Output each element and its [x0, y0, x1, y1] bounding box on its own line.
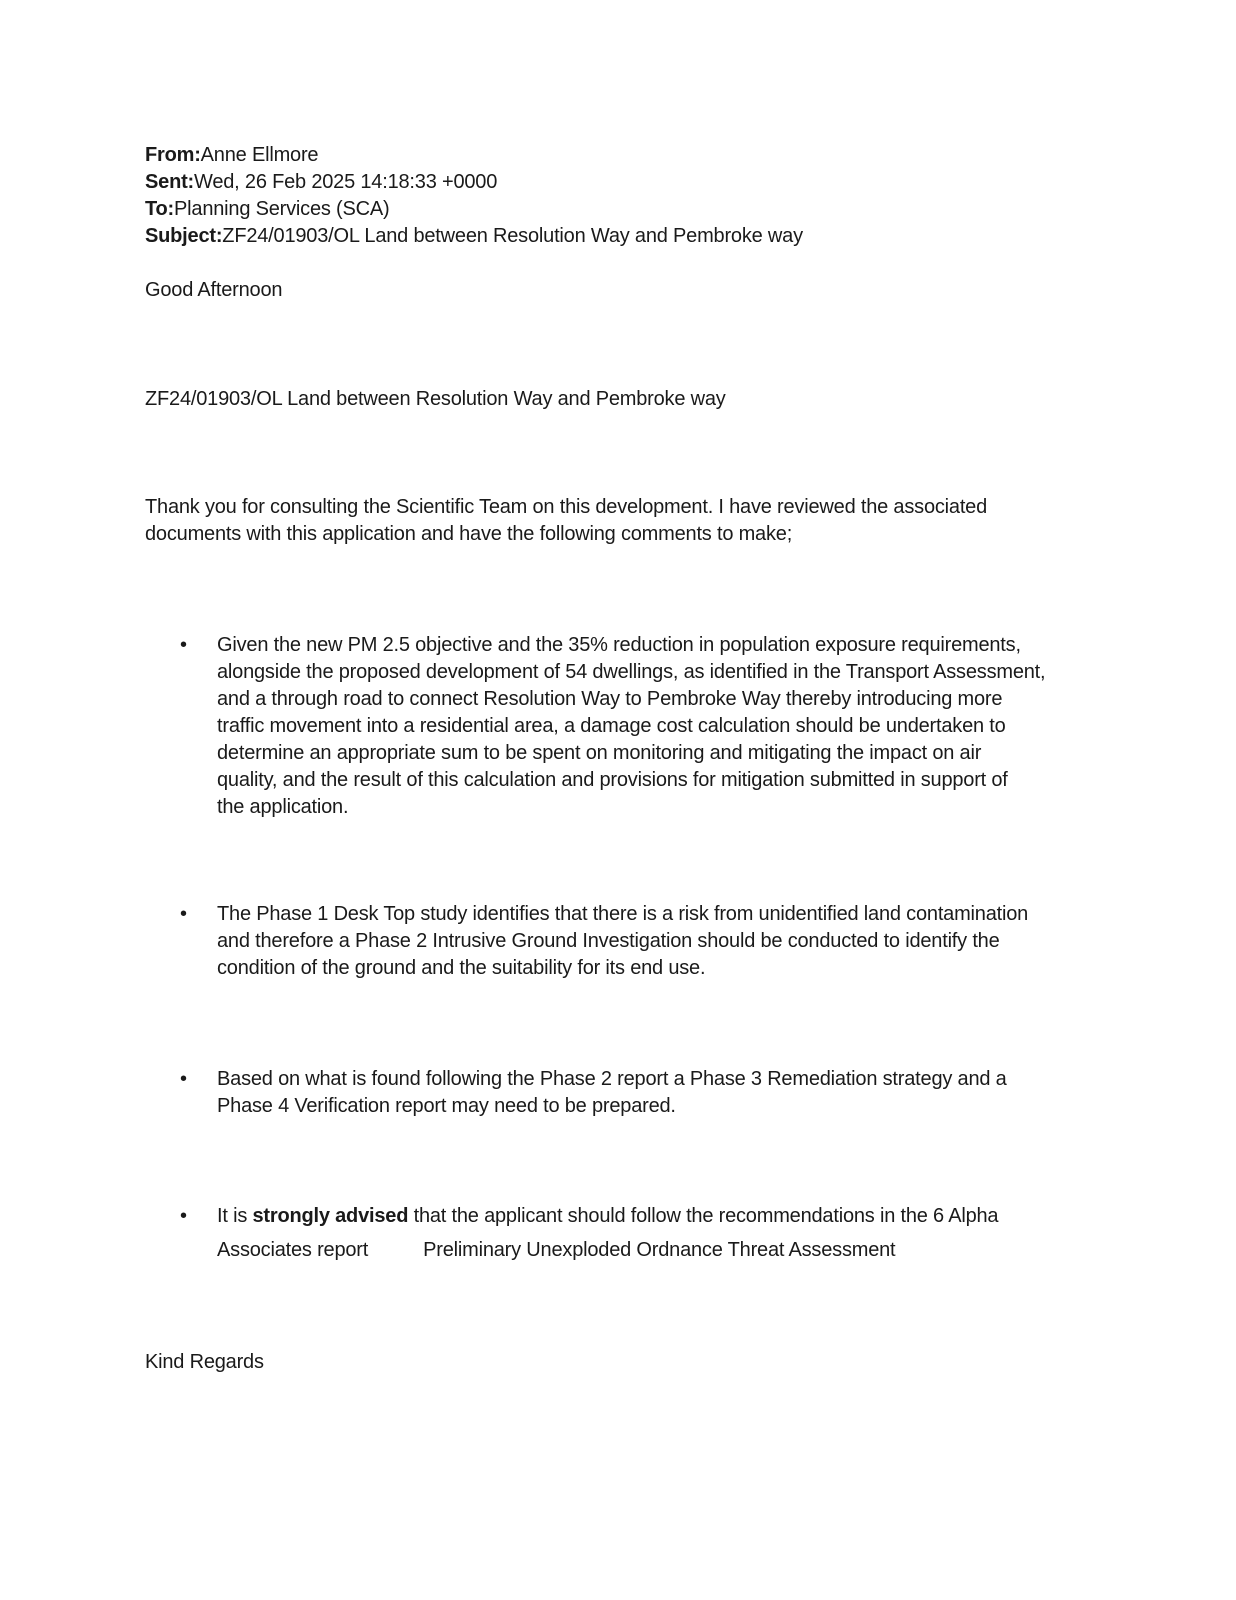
sent-value: Wed, 26 Feb 2025 14:18:33 +0000	[194, 171, 498, 193]
bullet-line: Phase 4 Verification report may need to be prepared.	[217, 1095, 676, 1117]
bullet-line: The Phase 1 Desk Top study identifies that there is a risk from unidentified land contamination	[217, 903, 1029, 925]
bullet4-pre: It is	[217, 1205, 253, 1227]
bullet-line: condition of the ground and the suitability for its end use.	[217, 957, 706, 979]
bullet-line: traffic movement into a residential area, a damage cost calculation should be undertaken to	[217, 715, 1006, 737]
bullet-marker: •	[180, 1068, 188, 1090]
bullet-item-air-quality	[217, 632, 1087, 821]
from-label: From:	[145, 144, 201, 166]
closing: Kind Regards	[145, 1351, 264, 1373]
sent-line	[145, 169, 497, 196]
to-line	[145, 196, 390, 223]
bullet-line	[217, 1237, 1087, 1264]
to-label: To:	[145, 198, 175, 220]
bullet4-post: that the applicant should follow the recommendations in the 6 Alpha	[408, 1205, 999, 1227]
sent-label: Sent:	[145, 171, 195, 193]
bullet-marker: •	[180, 634, 188, 656]
bullet-line: the application.	[217, 796, 349, 818]
bullet-line: alongside the proposed development of 54 dwellings, as identified in the Transport Assessment,	[217, 661, 1046, 683]
bullet4-associates: Associates report	[217, 1239, 369, 1261]
bullet-line	[217, 1203, 1087, 1230]
strongly-advised-text: strongly advised	[252, 1205, 409, 1227]
to-value: Planning Services (SCA)	[174, 198, 390, 220]
from-line	[145, 142, 318, 169]
intro-line-2: documents with this application and have the following comments to make;	[145, 523, 793, 545]
bullet-item-ordnance	[217, 1203, 1087, 1264]
bullet4-report-title: Preliminary Unexploded Ordnance Threat Assessment	[423, 1239, 896, 1261]
bullet-line: and therefore a Phase 2 Intrusive Ground Investigation should be conducted to identify the	[217, 930, 1000, 952]
bullet-marker: •	[180, 903, 188, 925]
greeting: Good Afternoon	[145, 279, 283, 301]
intro-line-1: Thank you for consulting the Scientific Team on this development. I have reviewed the associated	[145, 496, 988, 518]
bullet-line: and a through road to connect Resolution Way to Pembroke Way thereby introducing more	[217, 688, 1003, 710]
reference-line: ZF24/01903/OL Land between Resolution Way and Pembroke way	[145, 388, 726, 410]
bullet-line: Based on what is found following the Phase 2 report a Phase 3 Remediation strategy and a	[217, 1068, 1007, 1090]
bullet-item-remediation	[217, 1066, 1087, 1120]
bullet-item-contamination	[217, 901, 1087, 982]
bullet-line: determine an appropriate sum to be spent on monitoring and mitigating the impact on air	[217, 742, 982, 764]
bullet-marker: •	[180, 1205, 188, 1227]
bullet-line: Given the new PM 2.5 objective and the 35% reduction in population exposure requirements,	[217, 634, 1021, 656]
subject-line	[145, 223, 803, 250]
from-value: Anne Ellmore	[200, 144, 319, 166]
subject-value: ZF24/01903/OL Land between Resolution Way and Pembroke way	[222, 225, 803, 247]
subject-label: Subject:	[145, 225, 223, 247]
bullet-line: quality, and the result of this calculation and provisions for mitigation submitted in support of	[217, 769, 1008, 791]
